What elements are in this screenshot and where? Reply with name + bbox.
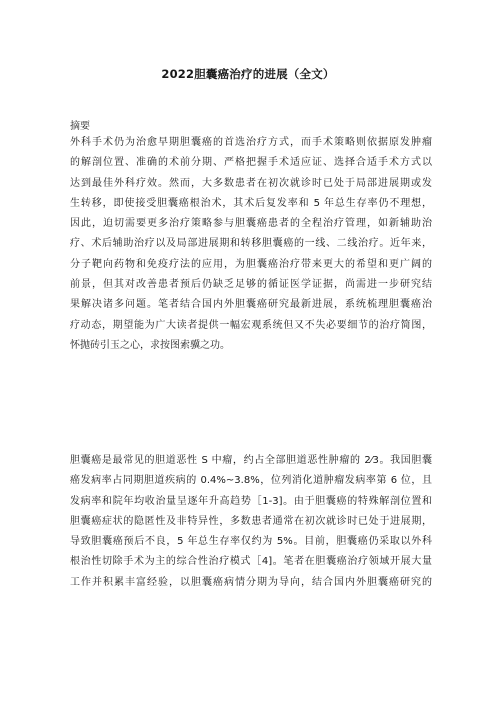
- abstract-line: 前景，但其对改善患者预后仍缺乏足够的循证医学证据，尚需进一步研究结: [70, 279, 432, 291]
- abstract-line: 疗、术后辅助治疗以及局部进展期和转移胆囊癌的一线、二线治疗。近年来，: [70, 238, 432, 250]
- abstract-line: 因此，迫切需要更多治疗策略参与胆囊癌患者的全程治疗管理，如新辅助治: [70, 218, 432, 230]
- abstract-line: 达到最佳外科疗效。然而，大多数患者在初次就诊时已处于局部进展期或发: [70, 177, 432, 189]
- abstract-line: 怀抛砖引玉之心，求按图索骥之功。: [70, 339, 230, 351]
- abstract-line: 外科手术仍为治愈早期胆囊癌的首选治疗方式，而手术策略则依据原发肿瘤: [70, 137, 432, 148]
- abstract-paragraph: [70, 133, 432, 356]
- abstract-line: 果解决诸多问题。笔者结合国内外胆囊癌研究最新进展，系统梳理胆囊癌治: [70, 299, 432, 311]
- abstract-line: 的解剖位置、准确的术前分期、严格把握手术适应证、选择合适手术方式以: [70, 157, 432, 169]
- abstract-line: 分子靶向药物和免疫疗法的应用，为胆囊癌治疗带来更大的希望和更广阔的: [70, 258, 432, 270]
- intro-line: 胆囊癌是最常见的胆道恶性 S 中瘤，约占全部胆道恶性肿瘤的 2⁄3。我国胆囊: [70, 455, 432, 466]
- intro-line: 发病率和院年均收治量呈逐年升高趋势［1-3]。由于胆囊癌的特殊解剖位置和: [70, 495, 432, 507]
- abstract-heading: 摘要: [70, 121, 90, 132]
- intro-line: 导致胆囊癌预后不良，5 年总生存率仅约为 5%。目前，胆囊癌仍采取以外科: [70, 536, 432, 548]
- intro-line: 胆囊癌症状的隐匿性及非特异性，多数患者通常在初次就诊时已处于进展期，: [70, 515, 432, 527]
- abstract-line: 疗动态，期望能为广大读者提供一幅宏观系统但又不失必要细节的治疗简图，: [70, 319, 432, 331]
- abstract-line: 生转移，即使接受胆囊癌根治术，其术后复发率和 5 年总生存率仍不理想，: [70, 197, 432, 209]
- document-title: 2022胆囊癌治疗的进展（全文）: [161, 67, 335, 81]
- intro-line: 癌发病率占同期胆道疾病的 0.4%~3.8%，位列消化道肿瘤发病率第 6 位，且: [70, 475, 432, 487]
- intro-paragraph: [70, 451, 432, 593]
- intro-line: 根治性切除手术为主的综合性治疗模式［4]。笔者在胆囊癌治疗领域开展大量: [70, 556, 432, 568]
- intro-line: 工作并积累丰富经验，以胆囊癌病情分期为导向，结合国内外胆囊癌研究的: [70, 576, 432, 588]
